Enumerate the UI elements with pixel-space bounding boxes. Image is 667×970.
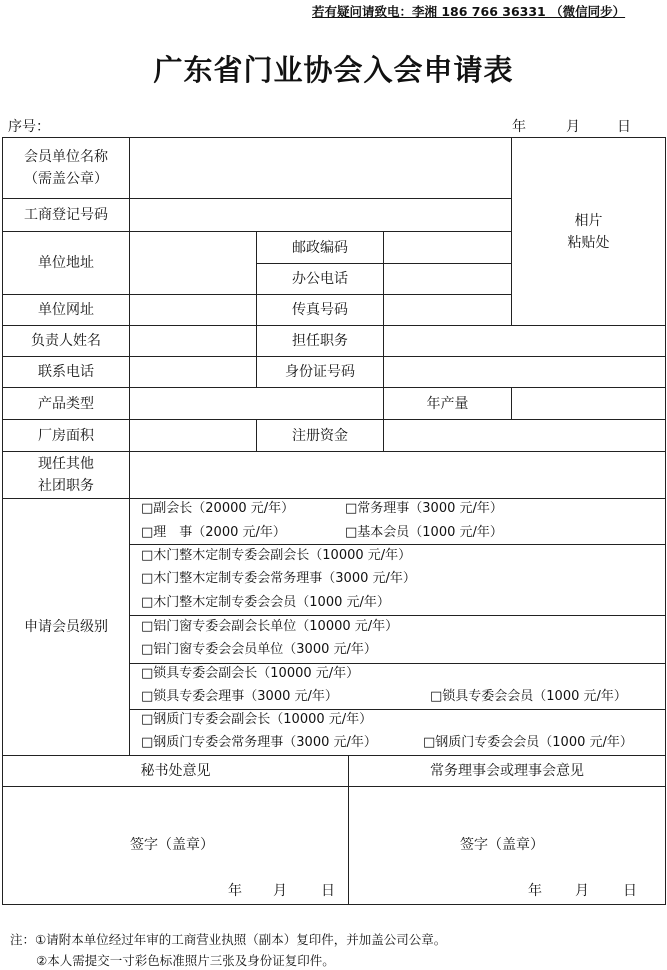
annual-output-field[interactable] (511, 387, 666, 420)
date-month: 月 (566, 119, 580, 135)
date-day: 日 (617, 119, 631, 135)
option-aluminum-member[interactable]: □铝门窗专委会会员单位（3000 元/年） (141, 642, 377, 657)
option-wood-vice-president[interactable]: □木门整木定制专委会副会长（10000 元/年） (141, 548, 412, 563)
secretariat-date-year: 年 (228, 883, 242, 899)
level-divider-2 (129, 615, 666, 616)
photo-area[interactable] (511, 137, 666, 326)
date-year: 年 (512, 119, 526, 135)
option-standing-director[interactable]: □常务理事（3000 元/年） (345, 501, 503, 516)
council-date-year: 年 (528, 883, 542, 899)
photo-label-2: 粘贴处 (567, 234, 610, 251)
page-title: 广东省门业协会入会申请表 (153, 53, 514, 87)
member-name-label-2: （需盖公章） (24, 171, 108, 187)
position-label: 担任职务 (256, 325, 384, 357)
fax-label: 传真号码 (256, 294, 384, 326)
secretariat-sign: 签字（盖章） (130, 837, 214, 853)
factory-area-label: 厂房面积 (2, 419, 130, 452)
factory-area-field[interactable] (129, 419, 257, 452)
postcode-field[interactable] (383, 231, 512, 264)
capital-field[interactable] (383, 419, 666, 452)
other-posts-label (2, 451, 130, 499)
option-vice-president[interactable]: □副会长（20000 元/年） (141, 501, 295, 516)
option-aluminum-vice-president[interactable]: □铝门窗专委会副会长单位（10000 元/年） (141, 619, 399, 634)
id-no-label: 身份证号码 (256, 356, 384, 388)
option-steel-member[interactable]: □钢质门专委会会员（1000 元/年） (423, 735, 633, 750)
note-1: 注：①请附本单位经过年审的工商营业执照（副本）复印件，并加盖公司公章。 (10, 932, 447, 947)
contact-phone-field[interactable] (129, 356, 257, 388)
serial-label: 序号： (8, 119, 50, 135)
secretariat-date-day: 日 (321, 883, 335, 899)
council-date-month: 月 (575, 883, 589, 899)
other-posts-field[interactable] (129, 451, 666, 499)
contact-line: 若有疑问请致电：李湘 186 766 36331 （微信同步） (312, 4, 626, 19)
level-label: 申请会员级别 (2, 498, 130, 756)
council-date-day: 日 (623, 883, 637, 899)
annual-output-label: 年产量 (383, 387, 512, 420)
option-steel-vice-president[interactable]: □钢质门专委会副会长（10000 元/年） (141, 712, 373, 727)
address-field[interactable] (129, 231, 257, 295)
member-name-label (2, 137, 130, 199)
office-phone-label: 办公电话 (256, 263, 384, 295)
note-2: ②本人需提交一寸彩色标准照片三张及身份证复印件。 (36, 953, 335, 968)
website-label: 单位网址 (2, 294, 130, 326)
product-type-label: 产品类型 (2, 387, 130, 420)
other-posts-label-2: 社团职务 (38, 478, 94, 494)
office-phone-field[interactable] (383, 263, 512, 295)
postcode-label: 邮政编码 (256, 231, 384, 264)
option-steel-standing-director[interactable]: □钢质门专委会常务理事（3000 元/年） (141, 735, 377, 750)
level-divider-1 (129, 544, 666, 545)
option-lock-vice-president[interactable]: □锁具专委会副会长（10000 元/年） (141, 666, 360, 681)
other-posts-label-1: 现任其他 (38, 456, 94, 472)
reg-no-field[interactable] (129, 198, 512, 232)
leader-field[interactable] (129, 325, 257, 357)
secretariat-date-month: 月 (273, 883, 287, 899)
capital-label: 注册资金 (256, 419, 384, 452)
reg-no-label: 工商登记号码 (2, 198, 130, 232)
leader-label: 负责人姓名 (2, 325, 130, 357)
photo-label-1: 相片 (574, 212, 603, 229)
website-field[interactable] (129, 294, 257, 326)
option-wood-member[interactable]: □木门整木定制专委会会员（1000 元/年） (141, 595, 390, 610)
fax-field[interactable] (383, 294, 512, 326)
id-no-field[interactable] (383, 356, 666, 388)
member-name-field[interactable] (129, 137, 512, 199)
position-field[interactable] (383, 325, 666, 357)
option-lock-director[interactable]: □锁具专委会理事（3000 元/年） (141, 689, 338, 704)
council-opinion-header: 常务理事会或理事会意见 (348, 755, 666, 787)
address-label: 单位地址 (2, 231, 130, 295)
member-name-label-1: 会员单位名称 (24, 149, 108, 165)
contact-phone-label: 联系电话 (2, 356, 130, 388)
option-basic-member[interactable]: □基本会员（1000 元/年） (345, 525, 503, 540)
product-type-field[interactable] (129, 387, 384, 420)
option-lock-member[interactable]: □锁具专委会会员（1000 元/年） (430, 689, 627, 704)
council-sign: 签字（盖章） (460, 837, 544, 853)
secretariat-opinion-header: 秘书处意见 (2, 755, 349, 787)
option-director[interactable]: □理 事（2000 元/年） (141, 525, 286, 540)
option-wood-standing-director[interactable]: □木门整木定制专委会常务理事（3000 元/年） (141, 571, 416, 586)
